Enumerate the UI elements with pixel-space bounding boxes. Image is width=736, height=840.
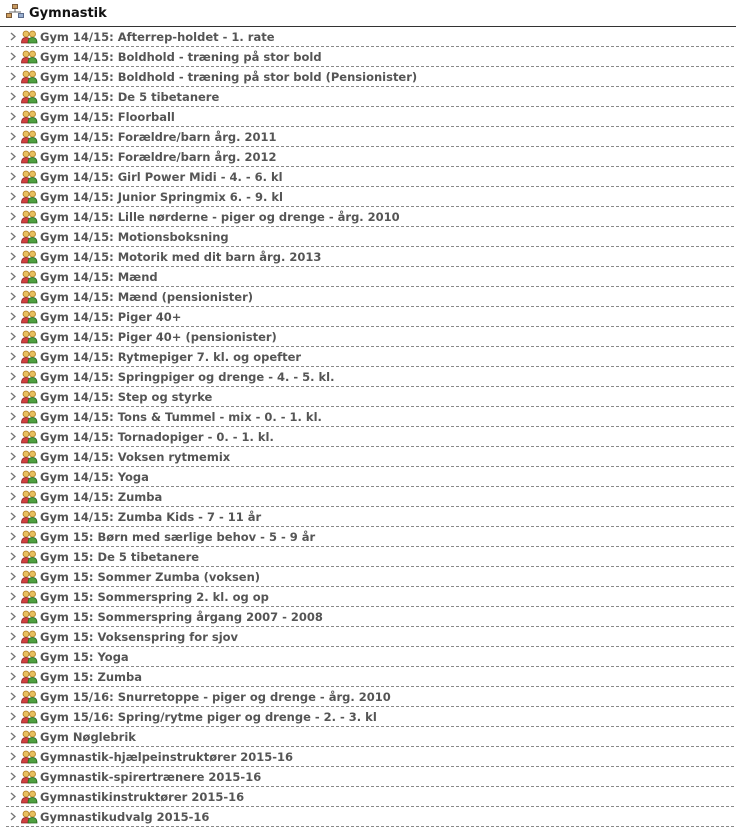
list-item-label[interactable]: Gym 14/15: Motorik med dit barn årg. 2013 [40, 249, 322, 264]
list-item[interactable] [6, 767, 734, 787]
list-item[interactable] [6, 147, 734, 167]
list-item-label[interactable]: Gymnastikinstruktører 2015-16 [40, 789, 245, 804]
chevron-right-icon[interactable] [8, 187, 18, 207]
list-item-label[interactable]: Gym 14/15: Tornadopiger - 0. - 1. kl. [40, 429, 274, 444]
list-item[interactable] [6, 207, 734, 227]
chevron-right-icon[interactable] [8, 687, 18, 707]
list-item[interactable] [6, 187, 734, 207]
group-users-icon [20, 667, 38, 687]
group-users-icon [20, 167, 38, 187]
chevron-right-icon[interactable] [8, 467, 18, 487]
chevron-right-icon[interactable] [8, 507, 18, 527]
list-item-label[interactable]: Gym 14/15: Boldhold - træning på stor bold (Pensionister) [40, 69, 418, 84]
group-users-icon [20, 607, 38, 627]
group-users-icon [20, 487, 38, 507]
list-item-label[interactable]: Gym 14/15: Mænd [40, 269, 158, 284]
list-item-label[interactable]: Gym 14/15: Junior Springmix 6. - 9. kl [40, 189, 283, 204]
chevron-right-icon[interactable] [8, 327, 18, 347]
list-item[interactable] [6, 167, 734, 187]
chevron-right-icon[interactable] [8, 727, 18, 747]
chevron-right-icon[interactable] [8, 67, 18, 87]
chevron-right-icon[interactable] [8, 547, 18, 567]
chevron-right-icon[interactable] [8, 167, 18, 187]
chevron-right-icon[interactable] [8, 367, 18, 387]
group-users-icon [20, 707, 38, 727]
group-users-icon [20, 207, 38, 227]
group-users-icon [20, 187, 38, 207]
chevron-right-icon[interactable] [8, 147, 18, 167]
list-item[interactable] [6, 47, 734, 67]
list-item-label[interactable]: Gym 14/15: Motionsboksning [40, 229, 229, 244]
list-item[interactable] [6, 727, 734, 747]
list-item[interactable] [6, 547, 734, 567]
list-item-label[interactable]: Gym Nøglebrik [40, 729, 136, 744]
list-item[interactable] [6, 107, 734, 127]
group-users-icon [20, 627, 38, 647]
list-item[interactable] [6, 307, 734, 327]
list-item[interactable] [6, 667, 734, 687]
list-item-label[interactable]: Gymnastik-hjælpeinstruktører 2015-16 [40, 749, 294, 764]
chevron-right-icon[interactable] [8, 267, 18, 287]
chevron-right-icon[interactable] [8, 767, 18, 787]
list-item[interactable] [6, 27, 734, 47]
list-item[interactable] [6, 287, 734, 307]
chevron-right-icon[interactable] [8, 87, 18, 107]
list-item[interactable] [6, 807, 734, 827]
chevron-right-icon[interactable] [8, 287, 18, 307]
chevron-right-icon[interactable] [8, 627, 18, 647]
group-users-icon [20, 47, 38, 67]
list-item[interactable] [6, 327, 734, 347]
list-item[interactable] [6, 227, 734, 247]
group-users-icon [20, 327, 38, 347]
list-item-label[interactable]: Gym 14/15: Forældre/barn årg. 2011 [40, 129, 277, 144]
group-list [0, 27, 736, 827]
group-users-icon [20, 107, 38, 127]
list-item-label[interactable]: Gym 15: Voksenspring for sjov [40, 629, 239, 644]
list-item-label[interactable]: Gym 15: Yoga [40, 649, 129, 664]
group-users-icon [20, 567, 38, 587]
list-item[interactable] [6, 267, 734, 287]
chevron-right-icon[interactable] [8, 247, 18, 267]
list-item[interactable] [6, 787, 734, 807]
list-item-label[interactable]: Gym 14/15: Floorball [40, 109, 175, 124]
group-users-icon [20, 727, 38, 747]
list-item-label[interactable]: Gym 14/15: Tons & Tummel - mix - 0. - 1. kl. [40, 409, 322, 424]
group-users-icon [20, 307, 38, 327]
list-item-label[interactable]: Gym 14/15: Zumba Kids - 7 - 11 år [40, 509, 262, 524]
list-item[interactable] [6, 687, 734, 707]
list-item-label[interactable]: Gym 15/16: Snurretoppe - piger og drenge - årg. 2010 [40, 689, 391, 704]
list-item-label[interactable]: Gym 14/15: De 5 tibetanere [40, 89, 220, 104]
chevron-right-icon[interactable] [8, 127, 18, 147]
list-item[interactable] [6, 487, 734, 507]
list-item-label[interactable]: Gymnastik-spirertrænere 2015-16 [40, 769, 262, 784]
list-item-label[interactable]: Gym 15: Sommerspring årgang 2007 - 2008 [40, 609, 323, 624]
list-item[interactable] [6, 607, 734, 627]
list-item-label[interactable]: Gym 15: Børn med særlige behov - 5 - 9 år [40, 529, 316, 544]
list-item-label[interactable]: Gym 14/15: Zumba [40, 489, 163, 504]
group-users-icon [20, 267, 38, 287]
group-users-icon [20, 547, 38, 567]
list-item-label[interactable]: Gym 14/15: Boldhold - træning på stor bold [40, 49, 322, 64]
list-item[interactable] [6, 527, 734, 547]
list-item[interactable] [6, 647, 734, 667]
group-users-icon [20, 467, 38, 487]
list-item[interactable] [6, 127, 734, 147]
group-users-icon [20, 227, 38, 247]
list-item-label[interactable]: Gym 15/16: Spring/rytme piger og drenge - 2. - 3. kl [40, 709, 377, 724]
list-item-label[interactable]: Gym 15: Sommer Zumba (voksen) [40, 569, 261, 584]
list-item[interactable] [6, 367, 734, 387]
list-item[interactable] [6, 387, 734, 407]
tree-header[interactable] [0, 0, 736, 27]
group-users-icon [20, 147, 38, 167]
group-users-icon [20, 247, 38, 267]
list-item[interactable] [6, 347, 734, 367]
chevron-right-icon[interactable] [8, 107, 18, 127]
list-item-label[interactable]: Gym 14/15: Lille nørderne - piger og drenge - årg. 2010 [40, 209, 400, 224]
group-users-icon [20, 387, 38, 407]
list-item-label[interactable]: Gym 15: Zumba [40, 669, 143, 684]
chevron-right-icon[interactable] [8, 667, 18, 687]
group-users-icon [20, 767, 38, 787]
list-item-label[interactable]: Gym 15: Sommerspring 2. kl. og op [40, 589, 269, 604]
group-users-icon [20, 807, 38, 827]
list-item[interactable] [6, 507, 734, 527]
list-item-label[interactable]: Gym 14/15: Voksen rytmemix [40, 449, 231, 464]
group-users-icon [20, 87, 38, 107]
chevron-right-icon[interactable] [8, 787, 18, 807]
group-users-icon [20, 407, 38, 427]
group-users-icon [20, 27, 38, 47]
group-users-icon [20, 507, 38, 527]
chevron-right-icon[interactable] [8, 207, 18, 227]
list-item[interactable] [6, 87, 734, 107]
group-users-icon [20, 287, 38, 307]
list-item[interactable] [6, 427, 734, 447]
list-item-label[interactable]: Gym 14/15: Girl Power Midi - 4. - 6. kl [40, 169, 283, 184]
list-item-label[interactable]: Gym 14/15: Piger 40+ (pensionister) [40, 329, 277, 344]
chevron-right-icon[interactable] [8, 607, 18, 627]
chevron-right-icon[interactable] [8, 427, 18, 447]
chevron-right-icon[interactable] [8, 307, 18, 327]
list-item[interactable] [6, 747, 734, 767]
group-users-icon [20, 527, 38, 547]
group-users-icon [20, 447, 38, 467]
chevron-right-icon[interactable] [8, 527, 18, 547]
list-item-label[interactable]: Gym 14/15: Afterrep-holdet - 1. rate [40, 29, 275, 44]
list-item[interactable] [6, 247, 734, 267]
list-item-label[interactable]: Gym 14/15: Step og styrke [40, 389, 213, 404]
list-item-label[interactable]: Gym 14/15: Piger 40+ [40, 309, 182, 324]
chevron-right-icon[interactable] [8, 707, 18, 727]
group-users-icon [20, 687, 38, 707]
group-users-icon [20, 787, 38, 807]
list-item-label[interactable]: Gym 14/15: Springpiger og drenge - 4. - 5. kl. [40, 369, 335, 384]
tree-folder-icon [6, 3, 24, 23]
group-users-icon [20, 347, 38, 367]
chevron-right-icon[interactable] [8, 27, 18, 47]
list-item[interactable] [6, 627, 734, 647]
list-item[interactable] [6, 567, 734, 587]
list-item-label[interactable]: Gymnastikudvalg 2015-16 [40, 809, 210, 824]
list-item[interactable] [6, 447, 734, 467]
list-item-label[interactable]: Gym 15: De 5 tibetanere [40, 549, 200, 564]
list-item-label[interactable]: Gym 14/15: Yoga [40, 469, 149, 484]
tree-title: Gymnastik [29, 5, 107, 21]
group-users-icon [20, 367, 38, 387]
group-users-icon [20, 647, 38, 667]
group-users-icon [20, 427, 38, 447]
list-item-label[interactable]: Gym 14/15: Forældre/barn årg. 2012 [40, 149, 277, 164]
list-item[interactable] [6, 707, 734, 727]
list-item[interactable] [6, 587, 734, 607]
chevron-right-icon[interactable] [8, 407, 18, 427]
group-users-icon [20, 587, 38, 607]
chevron-right-icon[interactable] [8, 647, 18, 667]
chevron-right-icon[interactable] [8, 747, 18, 767]
chevron-right-icon[interactable] [8, 47, 18, 67]
chevron-right-icon[interactable] [8, 487, 18, 507]
chevron-right-icon[interactable] [8, 227, 18, 247]
group-users-icon [20, 127, 38, 147]
chevron-right-icon[interactable] [8, 447, 18, 467]
list-item[interactable] [6, 67, 734, 87]
list-item[interactable] [6, 467, 734, 487]
chevron-right-icon[interactable] [8, 587, 18, 607]
list-item[interactable] [6, 407, 734, 427]
chevron-right-icon[interactable] [8, 387, 18, 407]
list-item-label[interactable]: Gym 14/15: Mænd (pensionister) [40, 289, 254, 304]
chevron-right-icon[interactable] [8, 807, 18, 827]
group-users-icon [20, 747, 38, 767]
group-users-icon [20, 67, 38, 87]
chevron-right-icon[interactable] [8, 347, 18, 367]
chevron-right-icon[interactable] [8, 567, 18, 587]
list-item-label[interactable]: Gym 14/15: Rytmepiger 7. kl. og opefter [40, 349, 302, 364]
